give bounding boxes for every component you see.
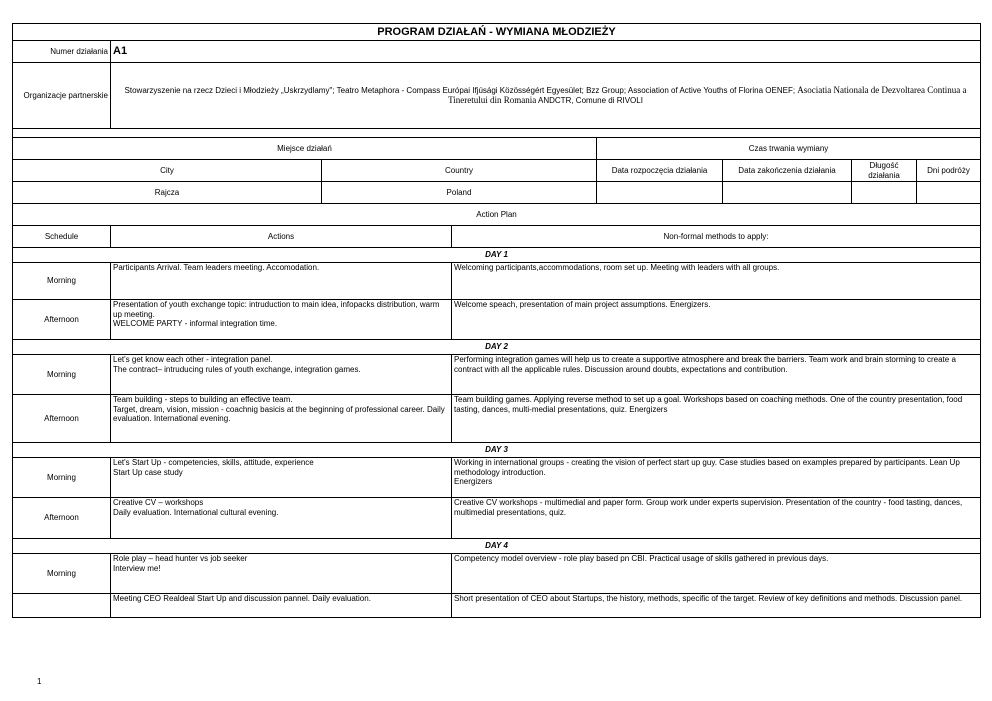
- schedule-actions: Presentation of youth exchange topic: intruduction to main idea, infopacks distribution, warm up meeting. WELCOME PARTY - informal integration time.: [111, 300, 452, 340]
- schedule-methods: Creative CV workshops - multimedial and paper form. Group work under experts supervision. Presentation of the country - food tasting, dances, multimedial presentations, quiz.: [452, 498, 981, 539]
- day-header-row: [13, 248, 981, 263]
- day-label: DAY 2: [13, 340, 981, 355]
- page-title: PROGRAM DZIAŁAŃ - WYMIANA MŁODZIEŻY: [13, 24, 981, 41]
- schedule-actions: Participants Arrival. Team leaders meeting. Accomodation.: [111, 263, 452, 300]
- schedule-methods: Competency model overview - role play based pn CBI. Practical usage of skills gathered in previous days.: [452, 554, 981, 594]
- action-number-value: A1: [111, 41, 981, 63]
- partners-text-c: ANDCTR, Comune di RIVOLI: [536, 95, 643, 105]
- action-number-label: Numer działania: [13, 41, 111, 63]
- start-date-value: [597, 182, 723, 204]
- col-methods: Non-formal methods to apply:: [452, 226, 981, 248]
- end-date-value: [723, 182, 852, 204]
- partners-text-b: Asociatia Nationala de Dezvoltarea Continua a Tineretului din Romania: [448, 85, 967, 105]
- city-value: Rajcza: [13, 182, 322, 204]
- schedule-row: [13, 594, 981, 618]
- col-actions: Actions: [111, 226, 452, 248]
- schedule-slot: Morning: [13, 458, 111, 498]
- schedule-row: [13, 554, 981, 594]
- travel-days-value: [917, 182, 981, 204]
- action-plan-header: Action Plan: [13, 204, 981, 226]
- day-label: DAY 1: [13, 248, 981, 263]
- day-header-row: [13, 443, 981, 458]
- col-schedule: Schedule: [13, 226, 111, 248]
- length-value: [852, 182, 917, 204]
- page-number: 1: [37, 677, 42, 686]
- schedule-row: [13, 300, 981, 340]
- partners-value: [111, 63, 981, 129]
- col-end-date: Data zakończenia działania: [723, 160, 852, 182]
- schedule-slot: Afternoon: [13, 498, 111, 539]
- schedule-row: [13, 395, 981, 443]
- schedule-actions: Meeting CEO Realdeal Start Up and discussion pannel. Daily evaluation.: [111, 594, 452, 618]
- schedule-methods: Working in international groups - creating the vision of perfect start up guy. Case studies based on examples prepared by participants. Lean Up methodology introduction. Energizers: [452, 458, 981, 498]
- partners-label: Organizacje partnerskie: [13, 63, 111, 129]
- schedule-row: [13, 458, 981, 498]
- day-header-row: [13, 539, 981, 554]
- program-table: [12, 23, 981, 618]
- schedule-slot: Morning: [13, 263, 111, 300]
- col-country: Country: [322, 160, 597, 182]
- schedule-actions: Let's Start Up - competencies, skills, attitude, experience Start Up case study: [111, 458, 452, 498]
- col-travel-days: Dni podróży: [917, 160, 981, 182]
- schedule-slot: Morning: [13, 554, 111, 594]
- schedule-slot: [13, 594, 111, 618]
- day-header-row: [13, 340, 981, 355]
- day-label: DAY 4: [13, 539, 981, 554]
- col-city: City: [13, 160, 322, 182]
- col-length: Długość działania: [852, 160, 917, 182]
- schedule-slot: Afternoon: [13, 395, 111, 443]
- schedule-methods: Welcome speach, presentation of main project assumptions. Energizers.: [452, 300, 981, 340]
- schedule-row: [13, 263, 981, 300]
- schedule-actions: Role play – head hunter vs job seeker Interview me!: [111, 554, 452, 594]
- spacer-row: [13, 129, 981, 138]
- schedule-methods: Welcoming participants,accommodations, room set up. Meeting with leaders with all groups.: [452, 263, 981, 300]
- day-label: DAY 3: [13, 443, 981, 458]
- country-value: Poland: [322, 182, 597, 204]
- schedule-slot: Morning: [13, 355, 111, 395]
- duration-header: Czas trwania wymiany: [597, 138, 981, 160]
- schedule-actions: Creative CV – workshops Daily evaluation. International cultural evening.: [111, 498, 452, 539]
- schedule-methods: Team building games. Applying reverse method to set up a goal. Workshops based on coaching methods. One of the country presentation, food tasting, dances, multi-medial presentations, quiz. Energizers: [452, 395, 981, 443]
- program-sheet: [12, 23, 980, 618]
- schedule-row: [13, 355, 981, 395]
- schedule-methods: Performing integration games will help us to create a supportive atmosphere and break the barriers. Team work and brain storming to create a contract with all the applicable rules. Discussion around doubts, expectations and contribution.: [452, 355, 981, 395]
- schedule-row: [13, 498, 981, 539]
- schedule-actions: Let's get know each other - integration panel. The contract– intruducing rules of youth exchange, integration games.: [111, 355, 452, 395]
- schedule-methods: Short presentation of CEO about Startups, the history, methods, specific of the target. Review of key definitions and methods. Discussion panel.: [452, 594, 981, 618]
- col-start-date: Data rozpoczęcia działania: [597, 160, 723, 182]
- place-header: Miejsce działań: [13, 138, 597, 160]
- schedule-actions: Team building - steps to building an effective team. Target, dream, vision, mission - coachnig basicis at the beginning of professional career. Daily evaluation. International evening.: [111, 395, 452, 443]
- partners-text-a: Stowarzyszenie na rzecz Dzieci i Młodzieży „Uskrzydlamy"; Teatro Metaphora - Compass Európai Ifjúsági Közösségért Egyesület; Bzz Group; Association of Active Youths of Florina OENEF;: [124, 86, 798, 95]
- schedule-slot: Afternoon: [13, 300, 111, 340]
